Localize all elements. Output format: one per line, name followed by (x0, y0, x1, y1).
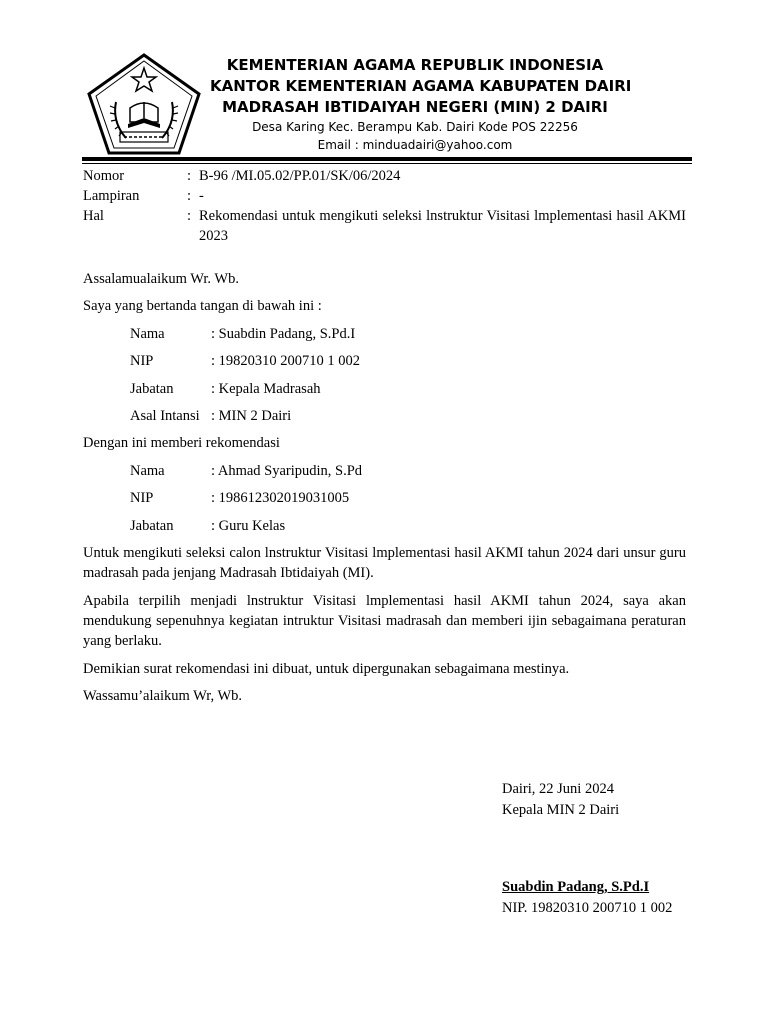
field-label: Nama (130, 326, 165, 342)
signer-position-row (130, 379, 321, 399)
letterhead-divider-thick (82, 157, 692, 161)
field-value: : 19820310 200710 1 002 (211, 353, 361, 369)
signer-name-row (130, 324, 355, 344)
letterhead-text (210, 55, 632, 154)
closing-salutation: Wassamu’alaikum Wr, Wb. (83, 688, 243, 704)
signer-institution-row (130, 406, 291, 426)
field-value: : Suabdin Padang, S.Pd.I (211, 326, 356, 342)
meta-colon: : (187, 188, 192, 204)
field-value: : Kepala Madrasah (211, 381, 321, 397)
meta-row-hal (83, 206, 686, 246)
field-value: : 198612302019031005 (211, 490, 350, 506)
signature-position: Kepala MIN 2 Dairi (502, 802, 620, 818)
field-value: : MIN 2 Dairi (211, 408, 292, 424)
signature-nip: NIP. 19820310 200710 1 002 (502, 900, 673, 916)
kemenag-emblem-icon (86, 52, 202, 156)
candidate-position-row (130, 516, 285, 536)
field-label: Jabatan (130, 381, 174, 397)
meta-value: - (199, 188, 204, 204)
meta-colon: : (187, 208, 192, 224)
meta-colon: : (187, 168, 192, 184)
field-value: : Guru Kelas (211, 518, 286, 534)
meta-label: Hal (83, 208, 104, 224)
meta-label: Nomor (83, 168, 125, 184)
signer-nip-row (130, 351, 360, 371)
meta-row-lampiran (83, 186, 686, 206)
field-label: Nama (130, 463, 165, 479)
school-email: Email : minduadairi@yahoo.com (317, 138, 513, 152)
field-label: NIP (130, 353, 154, 369)
school-name: MADRASAH IBTIDAIYAH NEGERI (MIN) 2 DAIRI (222, 98, 608, 116)
signature-name: Suabdin Padang, S.Pd.I (502, 879, 650, 895)
office-name: KANTOR KEMENTERIAN AGAMA KABUPATEN DAIRI (210, 77, 632, 95)
letterhead (0, 0, 768, 165)
meta-label: Lampiran (83, 188, 140, 204)
signature-place-date: Dairi, 22 Juni 2024 (502, 781, 614, 797)
meta-value: B-96 /MI.05.02/PP.01/SK/06/2024 (199, 168, 401, 184)
field-label: Asal Intansi (130, 408, 200, 424)
greeting: Assalamualaikum Wr. Wb. (83, 271, 239, 287)
ministry-name: KEMENTERIAN AGAMA REPUBLIK INDONESIA (226, 56, 604, 74)
field-label: Jabatan (130, 518, 174, 534)
meta-row-nomor (83, 166, 686, 186)
letter-meta (83, 166, 686, 246)
paragraph-purpose: Untuk mengikuti seleksi calon lnstruktur Visitasi lmplementasi hasil AKMI tahun 2024 dari unsur guru madrasah pada jenjang Madrasah Ibtidaiyah (MI). (83, 545, 686, 581)
paragraph-closing-statement: Demikian surat rekomendasi ini dibuat, untuk dipergunakan sebagaimana mestinya. (83, 661, 570, 677)
letterhead-divider-thin (82, 163, 692, 164)
field-label: NIP (130, 490, 154, 506)
school-address: Desa Karing Kec. Berampu Kab. Dairi Kode POS 22256 (252, 120, 578, 134)
recommend-intro: Dengan ini memberi rekomendasi (83, 435, 280, 451)
candidate-name-row (130, 461, 362, 481)
paragraph-support: Apabila terpilih menjadi lnstruktur Visitasi lmplementasi hasil AKMI tahun 2024, saya akan mendukung sepenuhnya kegiatan intruktur Visitasi madrasah dan memberi ijin sebagaimana peraturan yang berlaku. (83, 593, 686, 649)
intro-text: Saya yang bertanda tangan di bawah ini : (83, 298, 322, 314)
field-value: : Ahmad Syaripudin, S.Pd (211, 463, 363, 479)
meta-value: Rekomendasi untuk mengikuti seleksi lnstruktur Visitasi lmplementasi hasil AKMI 2023 (199, 208, 686, 244)
candidate-nip-row (130, 488, 349, 508)
